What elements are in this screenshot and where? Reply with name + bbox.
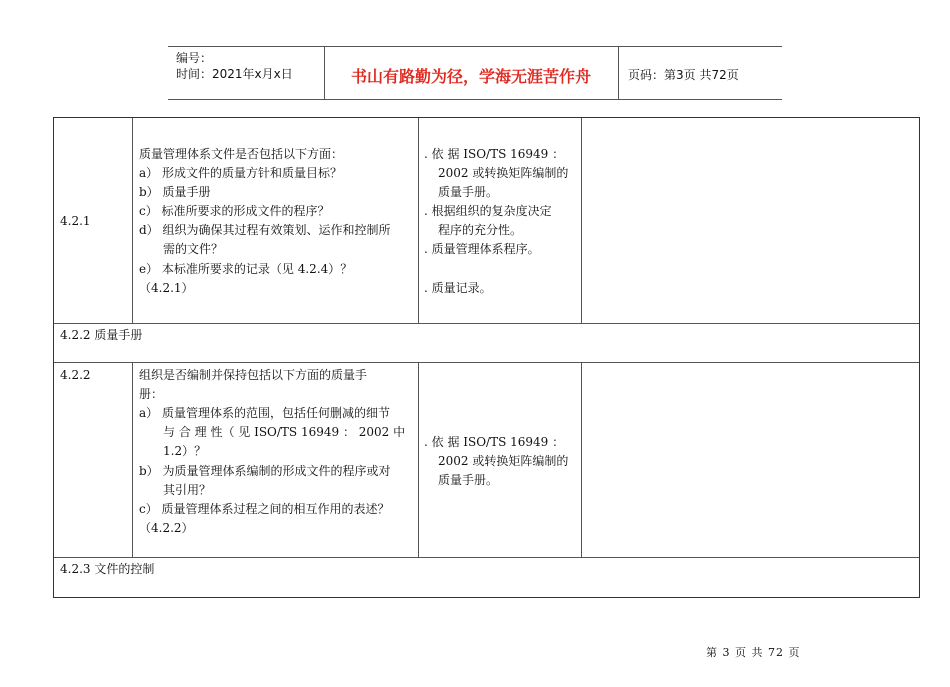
evidence-line: 2002 或转换矩阵编制的 (438, 166, 569, 180)
question-line: 其引用？ (163, 483, 212, 497)
evidence-line: . 质量管理体系程序。 (424, 242, 540, 256)
question-line: c） 标准所要求的形成文件的程序？ (139, 204, 330, 218)
question-line: （4.2.2） (139, 521, 194, 535)
page-header (168, 46, 782, 100)
section-heading: 4.2.3 文件的控制 (60, 562, 155, 576)
column-divider (581, 362, 582, 557)
evidence-line: 质量手册。 (438, 185, 499, 199)
document-code-label: 编号： (176, 51, 213, 65)
question-line: 册： (139, 387, 164, 401)
question-line: （4.2.1） (139, 281, 194, 295)
question-line: b） 为质量管理体系编制的形成文件的程序或对 (139, 464, 391, 478)
evidence-line: 2002 或转换矩阵编制的 (438, 454, 569, 468)
header-info-cell (168, 47, 325, 99)
column-divider (132, 118, 133, 323)
header-page-cell (618, 47, 782, 99)
section-heading: 4.2.2 质量手册 (60, 328, 143, 342)
evidence-line: 程序的充分性。 (438, 223, 523, 237)
question-line: c） 质量管理体系过程之间的相互作用的表述？ (139, 502, 390, 516)
page-number-label: 页码：第3页 共72页 (628, 68, 739, 82)
question-line: a） 形成文件的质量方针和质量目标？ (139, 166, 342, 180)
document-date-label: 时间：2021年x月x日 (176, 67, 293, 81)
clause-number: 4.2.1 (60, 214, 91, 228)
clause-number: 4.2.2 (60, 368, 91, 382)
audit-checklist-table (53, 117, 920, 598)
question-line: e） 本标准所要求的记录（见 4.2.4）？ (139, 262, 353, 276)
question-line: 质量管理体系文件是否包括以下方面： (139, 147, 344, 161)
question-line: 需的文件？ (163, 242, 224, 256)
question-line: d） 组织为确保其过程有效策划、运作和控制所 (139, 223, 391, 237)
evidence-line: . 依 据 ISO/TS 16949 ： (424, 147, 565, 161)
question-line: a） 质量管理体系的范围，包括任何删减的细节 (139, 406, 390, 420)
evidence-line: . 依 据 ISO/TS 16949 ： (424, 435, 565, 449)
column-divider (132, 362, 133, 557)
question-line: b） 质量手册 (139, 185, 211, 199)
column-divider (418, 118, 419, 323)
header-motto-cell (324, 47, 619, 99)
question-line: 1.2）？ (163, 444, 207, 458)
evidence-line: 质量手册。 (438, 473, 499, 487)
column-divider (418, 362, 419, 557)
row-divider (54, 557, 919, 558)
column-divider (581, 118, 582, 323)
question-line: 组织是否编制并保持包括以下方面的质量手 (139, 368, 368, 382)
evidence-line: . 根据组织的复杂度决定 (424, 204, 552, 218)
page-footer: 第 3 页 共 72 页 (706, 646, 801, 659)
row-divider (54, 362, 919, 363)
question-line: 与 合 理 性（ 见 ISO/TS 16949 ： 2002 中 (163, 425, 406, 439)
evidence-line: . 质量记录。 (424, 281, 492, 295)
motto-text: 书山有路勤为径，学海无涯苦作舟 (350, 67, 591, 86)
row-divider (54, 323, 919, 324)
